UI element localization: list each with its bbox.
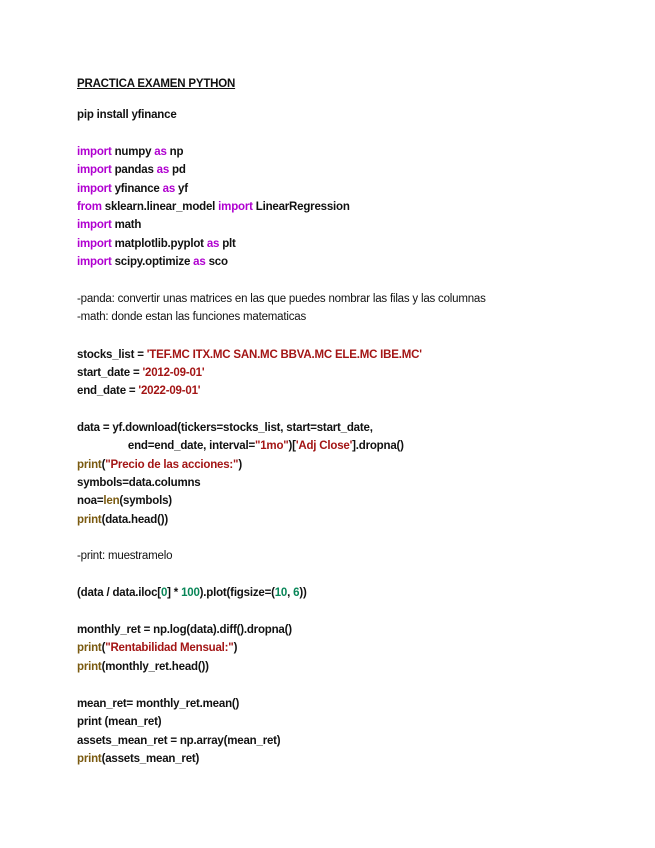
code-line <box>77 439 404 453</box>
keyword: as <box>156 164 170 176</box>
code-text: matplotlib.pyplot <box>111 238 207 250</box>
string-literal: "Precio de las acciones:" <box>105 459 239 471</box>
code-line <box>77 641 237 655</box>
code-text: (monthly_ret.head()) <box>101 661 209 673</box>
code-text: ) <box>233 642 238 654</box>
code-text: -print: muestramelo <box>77 550 173 562</box>
code-text: yf <box>175 183 188 195</box>
keyword: import <box>77 183 112 195</box>
code-text: end=end_date, interval= <box>77 440 255 452</box>
string-literal: "1mo" <box>254 440 289 452</box>
code-line <box>77 513 168 527</box>
code-text: numpy <box>111 146 155 158</box>
code-line <box>77 734 280 748</box>
code-text: scipy.optimize <box>111 256 194 268</box>
code-text: ].dropna() <box>352 440 404 452</box>
number-literal: 0 <box>160 587 168 599</box>
string-literal: '2012-09-01' <box>142 367 205 379</box>
code-text: mean_ret= monthly_ret.mean() <box>77 698 240 710</box>
builtin-function: print <box>77 661 102 673</box>
code-line <box>77 752 199 766</box>
document-title <box>77 77 235 91</box>
code-text: )) <box>299 587 307 599</box>
code-text: (assets_mean_ret) <box>101 753 200 765</box>
keyword: as <box>162 183 176 195</box>
code-text: PRACTICA EXAMEN PYTHON <box>77 78 236 90</box>
keyword: import <box>218 201 253 213</box>
builtin-function: print <box>77 459 102 471</box>
code-text: ) <box>238 459 242 471</box>
code-line <box>77 623 292 637</box>
number-literal: 10 <box>274 587 288 599</box>
code-text: )[ <box>288 440 296 452</box>
code-text: end_date = <box>77 385 139 397</box>
code-line <box>77 163 186 177</box>
code-text: -math: donde estan las funciones matematicas <box>77 311 306 323</box>
code-text: start_date = <box>77 367 143 379</box>
code-text: sklearn.linear_model <box>101 201 219 213</box>
code-text: pip install yfinance <box>77 109 177 121</box>
keyword: import <box>77 238 112 250</box>
code-line <box>77 200 350 214</box>
keyword: import <box>77 146 112 158</box>
builtin-function: print <box>77 642 102 654</box>
note-line <box>77 292 486 306</box>
code-line <box>77 421 373 435</box>
code-text: LinearRegression <box>252 201 350 213</box>
code-line <box>77 458 242 472</box>
code-text: plt <box>219 238 236 250</box>
code-line <box>77 237 236 251</box>
code-text: print (mean_ret) <box>77 716 162 728</box>
code-line <box>77 384 200 398</box>
code-line <box>77 255 228 269</box>
code-text: assets_mean_ret = np.array(mean_ret) <box>77 735 281 747</box>
code-text: pandas <box>111 164 157 176</box>
code-text: sco <box>205 256 228 268</box>
code-text: (symbols) <box>119 495 172 507</box>
code-line <box>77 697 239 711</box>
keyword: import <box>77 219 112 231</box>
keyword: import <box>77 256 112 268</box>
code-text: data = yf.download(tickers=stocks_list, start=start_date, <box>77 422 373 434</box>
code-text: ).plot(figsize=( <box>199 587 275 599</box>
builtin-function: len <box>103 495 120 507</box>
code-text: yfinance <box>111 183 163 195</box>
code-text: , <box>287 587 294 599</box>
code-line <box>77 494 172 508</box>
keyword: as <box>193 256 206 268</box>
code-line <box>77 715 161 729</box>
builtin-function: print <box>77 514 102 526</box>
code-text: -panda: convertir unas matrices en las que puedes nombrar las filas y las columnas <box>77 293 486 305</box>
code-text: (data.head()) <box>101 514 168 526</box>
code-line <box>77 108 177 122</box>
code-text: np <box>166 146 184 158</box>
code-line <box>77 586 307 600</box>
string-literal: 'TEF.MC ITX.MC SAN.MC BBVA.MC ELE.MC IBE.MC' <box>146 349 422 361</box>
code-line <box>77 660 209 674</box>
code-text: ( <box>101 459 106 471</box>
keyword: as <box>206 238 220 250</box>
code-text: monthly_ret = np.log(data).diff().dropna() <box>77 624 292 636</box>
number-literal: 100 <box>181 587 200 599</box>
keyword: from <box>77 201 102 213</box>
code-text: (data / data.iloc[ <box>77 587 161 599</box>
string-literal: 'Adj Close' <box>295 440 353 452</box>
code-text: stocks_list = <box>77 349 147 361</box>
code-text: noa= <box>77 495 104 507</box>
code-line <box>77 348 422 362</box>
code-line <box>77 182 188 196</box>
note-line <box>77 549 172 563</box>
code-text: pd <box>169 164 186 176</box>
code-text: symbols=data.columns <box>77 477 201 489</box>
string-literal: "Rentabilidad Mensual:" <box>105 642 234 654</box>
code-line <box>77 476 201 490</box>
code-line <box>77 366 204 380</box>
code-text: ( <box>101 642 106 654</box>
code-text: math <box>111 219 142 231</box>
code-line <box>77 145 183 159</box>
code-text: ] * <box>167 587 182 599</box>
keyword: as <box>154 146 167 158</box>
note-line <box>77 310 306 324</box>
builtin-function: print <box>77 753 102 765</box>
number-literal: 6 <box>293 587 300 599</box>
code-line <box>77 218 141 232</box>
string-literal: '2022-09-01' <box>138 385 201 397</box>
keyword: import <box>77 164 112 176</box>
